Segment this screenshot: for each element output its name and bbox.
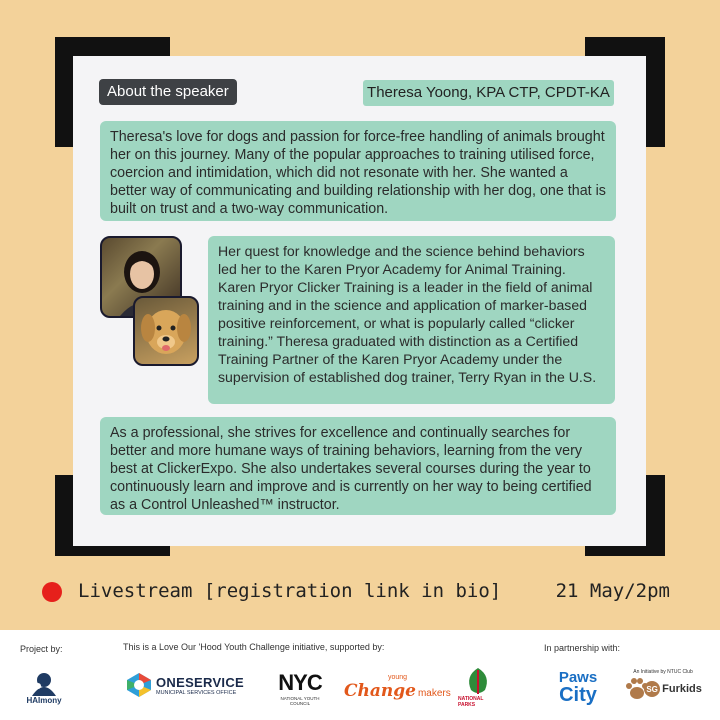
paws-text: Paws [558,668,598,686]
nyc-text: NYC [278,670,322,695]
nparks-logo [458,664,498,710]
haimony-logo [20,668,68,708]
city-text: City [559,683,597,706]
ntuc-tagline: An Initiative by NTUC Club [633,669,693,675]
paws-city-logo [548,664,608,710]
frame-corner-top-left-v [55,37,75,147]
leaf-icon [463,666,493,696]
dog-photo [133,296,199,366]
nparks-text: NATIONAL PARKS [458,696,484,708]
livestream-label: Livestream [registration link in bio] [78,580,502,602]
frame-corner-top-right-v [645,37,665,147]
partnership-label: In partnership with: [544,643,621,653]
sg-badge: SG [644,681,660,697]
sg-furkids-logo [618,660,708,710]
speaker-name: Theresa Yoong, KPA CTP, CPDT-KA [363,80,614,106]
frame-corner-bottom-right-v [645,475,665,556]
live-dot-icon [42,582,62,602]
change-text: Change [344,680,416,701]
section-label: About the speaker [99,79,237,105]
makers-text: makers [417,687,451,699]
furkids-text: Furkids [662,683,702,695]
young-text: young [388,673,408,681]
young-changemakers-logo [344,670,451,704]
oneservice-subtext: MUNICIPAL SERVICES OFFICE [156,689,237,696]
oneservice-mark-icon [126,672,152,698]
bio-paragraph-3: As a professional, she strives for excellence and continually searches for better and more humane ways of training behaviors, learning from the very best at ClickerExpo. She also undertakes several courses during the year to continuously learn and improve and is currently on her way to being certified as a Control Unleashed™ instructor. [100,417,616,515]
oneservice-logo [126,670,248,700]
project-by-label: Project by: [20,644,63,654]
nyc-subtext: NATIONAL YOUTH COUNCIL [280,696,320,706]
bio-paragraph-1: Theresa's love for dogs and passion for force-free handling of animals brought her on this journey. Many of the popular approaches to training utilised force, coercion and intimidation, which did not resonate with her. She wanted a better way of communicating and building relationship with her dog, one that is built on trust and a two-way communication. [100,121,616,221]
initiative-label: This is a Love Our 'Hood Youth Challenge initiative, supported by: [123,642,385,652]
haimony-text: HAImony [26,695,62,705]
bio-paragraph-2: Her quest for knowledge and the science behind behaviors led her to the Karen Pryor Academy for Animal Training. Karen Pryor Clicker Training is a leader in the field of animal training and in the science and application of marker-based positive reinforcement, or what is popularly called “clicker training.” Theresa graduated with distinction as a Certified Training Partner of the Karen Pryor Academy under the supervision of established dog trainer, Terry Ryan in the U.S. [208,236,615,404]
nyc-logo [272,666,328,710]
event-date: 21 May/2pm [555,580,670,602]
oneservice-text: ONESERVICE [156,674,245,690]
sponsor-footer [0,630,720,720]
frame-corner-bottom-left-v [55,475,75,556]
